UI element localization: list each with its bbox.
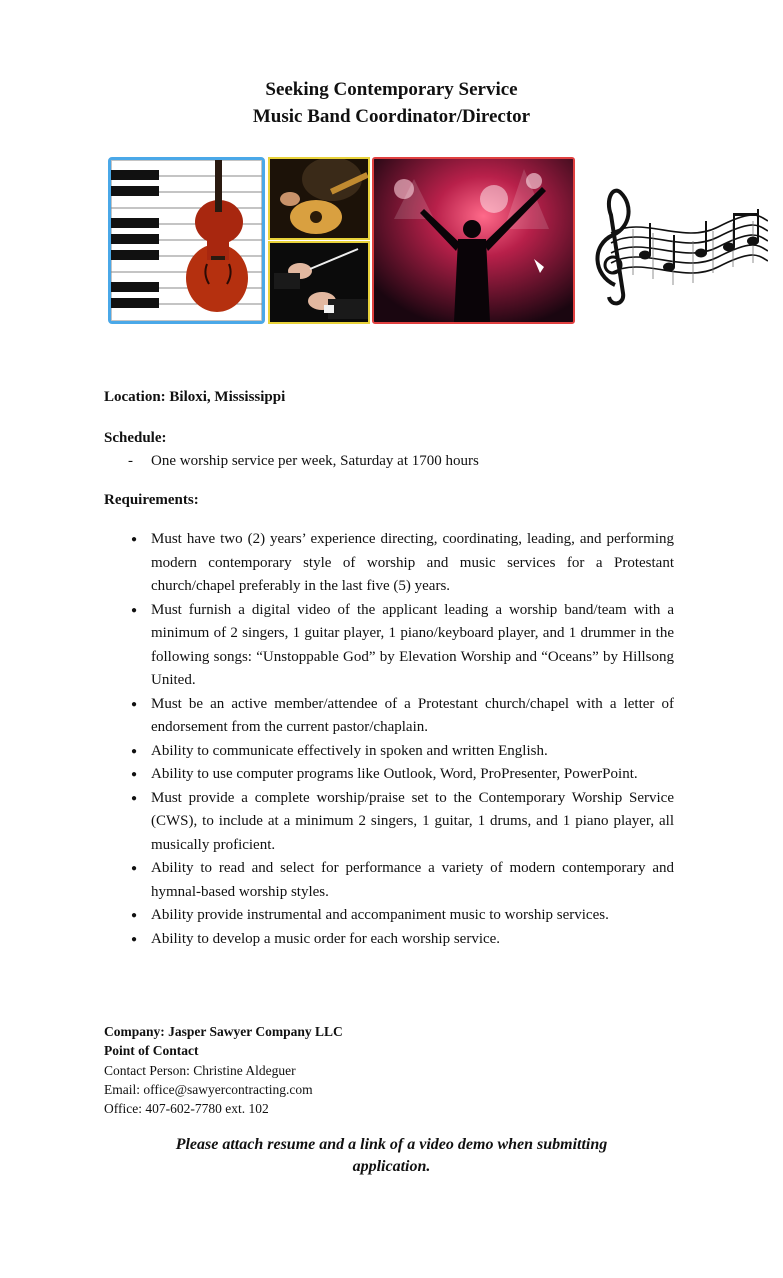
requirements-list [104, 528, 674, 951]
title-line-2: Music Band Coordinator/Director [252, 106, 531, 127]
piano-violin-photo [108, 157, 265, 324]
list-item: ● Ability provide instrumental and accompaniment music to worship services. [104, 904, 674, 928]
conductor-hands-photo [268, 241, 370, 324]
schedule-item [128, 450, 479, 474]
list-item: ● Must be an active member/attendee of a Protestant church/chapel with a letter of endorsement from the current pastor/chaplain. [104, 693, 674, 740]
image-banner [108, 157, 768, 324]
guitar-player-photo [268, 157, 370, 240]
company-line: Company: Jasper Sawyer Company LLC [104, 1024, 343, 1039]
treble-clef-music-staff-art [583, 175, 768, 310]
schedule-item-text: One worship service per week, Saturday at 1700 hours [151, 453, 479, 469]
list-item: ● Ability to develop a music order for each worship service. [104, 928, 674, 952]
list-item: ● Ability to read and select for performance a variety of modern contemporary and hymnal-based worship styles. [104, 857, 674, 904]
worship-concert-photo [372, 157, 575, 324]
title-line-1: Seeking Contemporary Service [265, 79, 518, 100]
list-item: ● Ability to use computer programs like Outlook, Word, ProPresenter, PowerPoint. [104, 763, 674, 787]
page-title [0, 76, 783, 130]
requirements-heading: Requirements: [104, 492, 199, 508]
list-item: ● Must provide a complete worship/praise set to the Contemporary Worship Service (CWS), to include at a minimum 2 singers, 1 guitar, 1 drums, and 1 piano player, all musically proficient. [104, 787, 674, 858]
dash-bullet: - [128, 453, 133, 469]
submission-note-line-1: Please attach resume and a link of a video demo when submitting [175, 1136, 608, 1153]
contact-person-line: Contact Person: Christine Aldeguer [104, 1062, 296, 1078]
contact-block [104, 1022, 343, 1118]
schedule-heading: Schedule: [104, 430, 167, 446]
submission-note [0, 1134, 783, 1178]
submission-note-line-2: application. [352, 1158, 431, 1175]
office-phone-line: Office: 407-602-7780 ext. 102 [104, 1101, 269, 1117]
list-item: ● Must furnish a digital video of the applicant leading a worship band/team with a minimum of 2 singers, 1 guitar player, 1 piano/keyboard player, and 1 drummer in the following songs: “Unstoppable God” by Elevation Worship and “Oceans” by Hillsong United. [104, 599, 674, 693]
email-line: Email: office@sawyercontracting.com [104, 1081, 313, 1097]
point-of-contact-heading: Point of Contact [104, 1043, 199, 1059]
list-item: ● Ability to communicate effectively in spoken and written English. [104, 740, 674, 764]
location-line: Location: Biloxi, Mississippi [104, 389, 286, 405]
list-item: ● Must have two (2) years’ experience directing, coordinating, leading, and performing modern contemporary style of worship and music services for a Protestant church/chapel preferably in the last five (5) years. [104, 528, 674, 599]
